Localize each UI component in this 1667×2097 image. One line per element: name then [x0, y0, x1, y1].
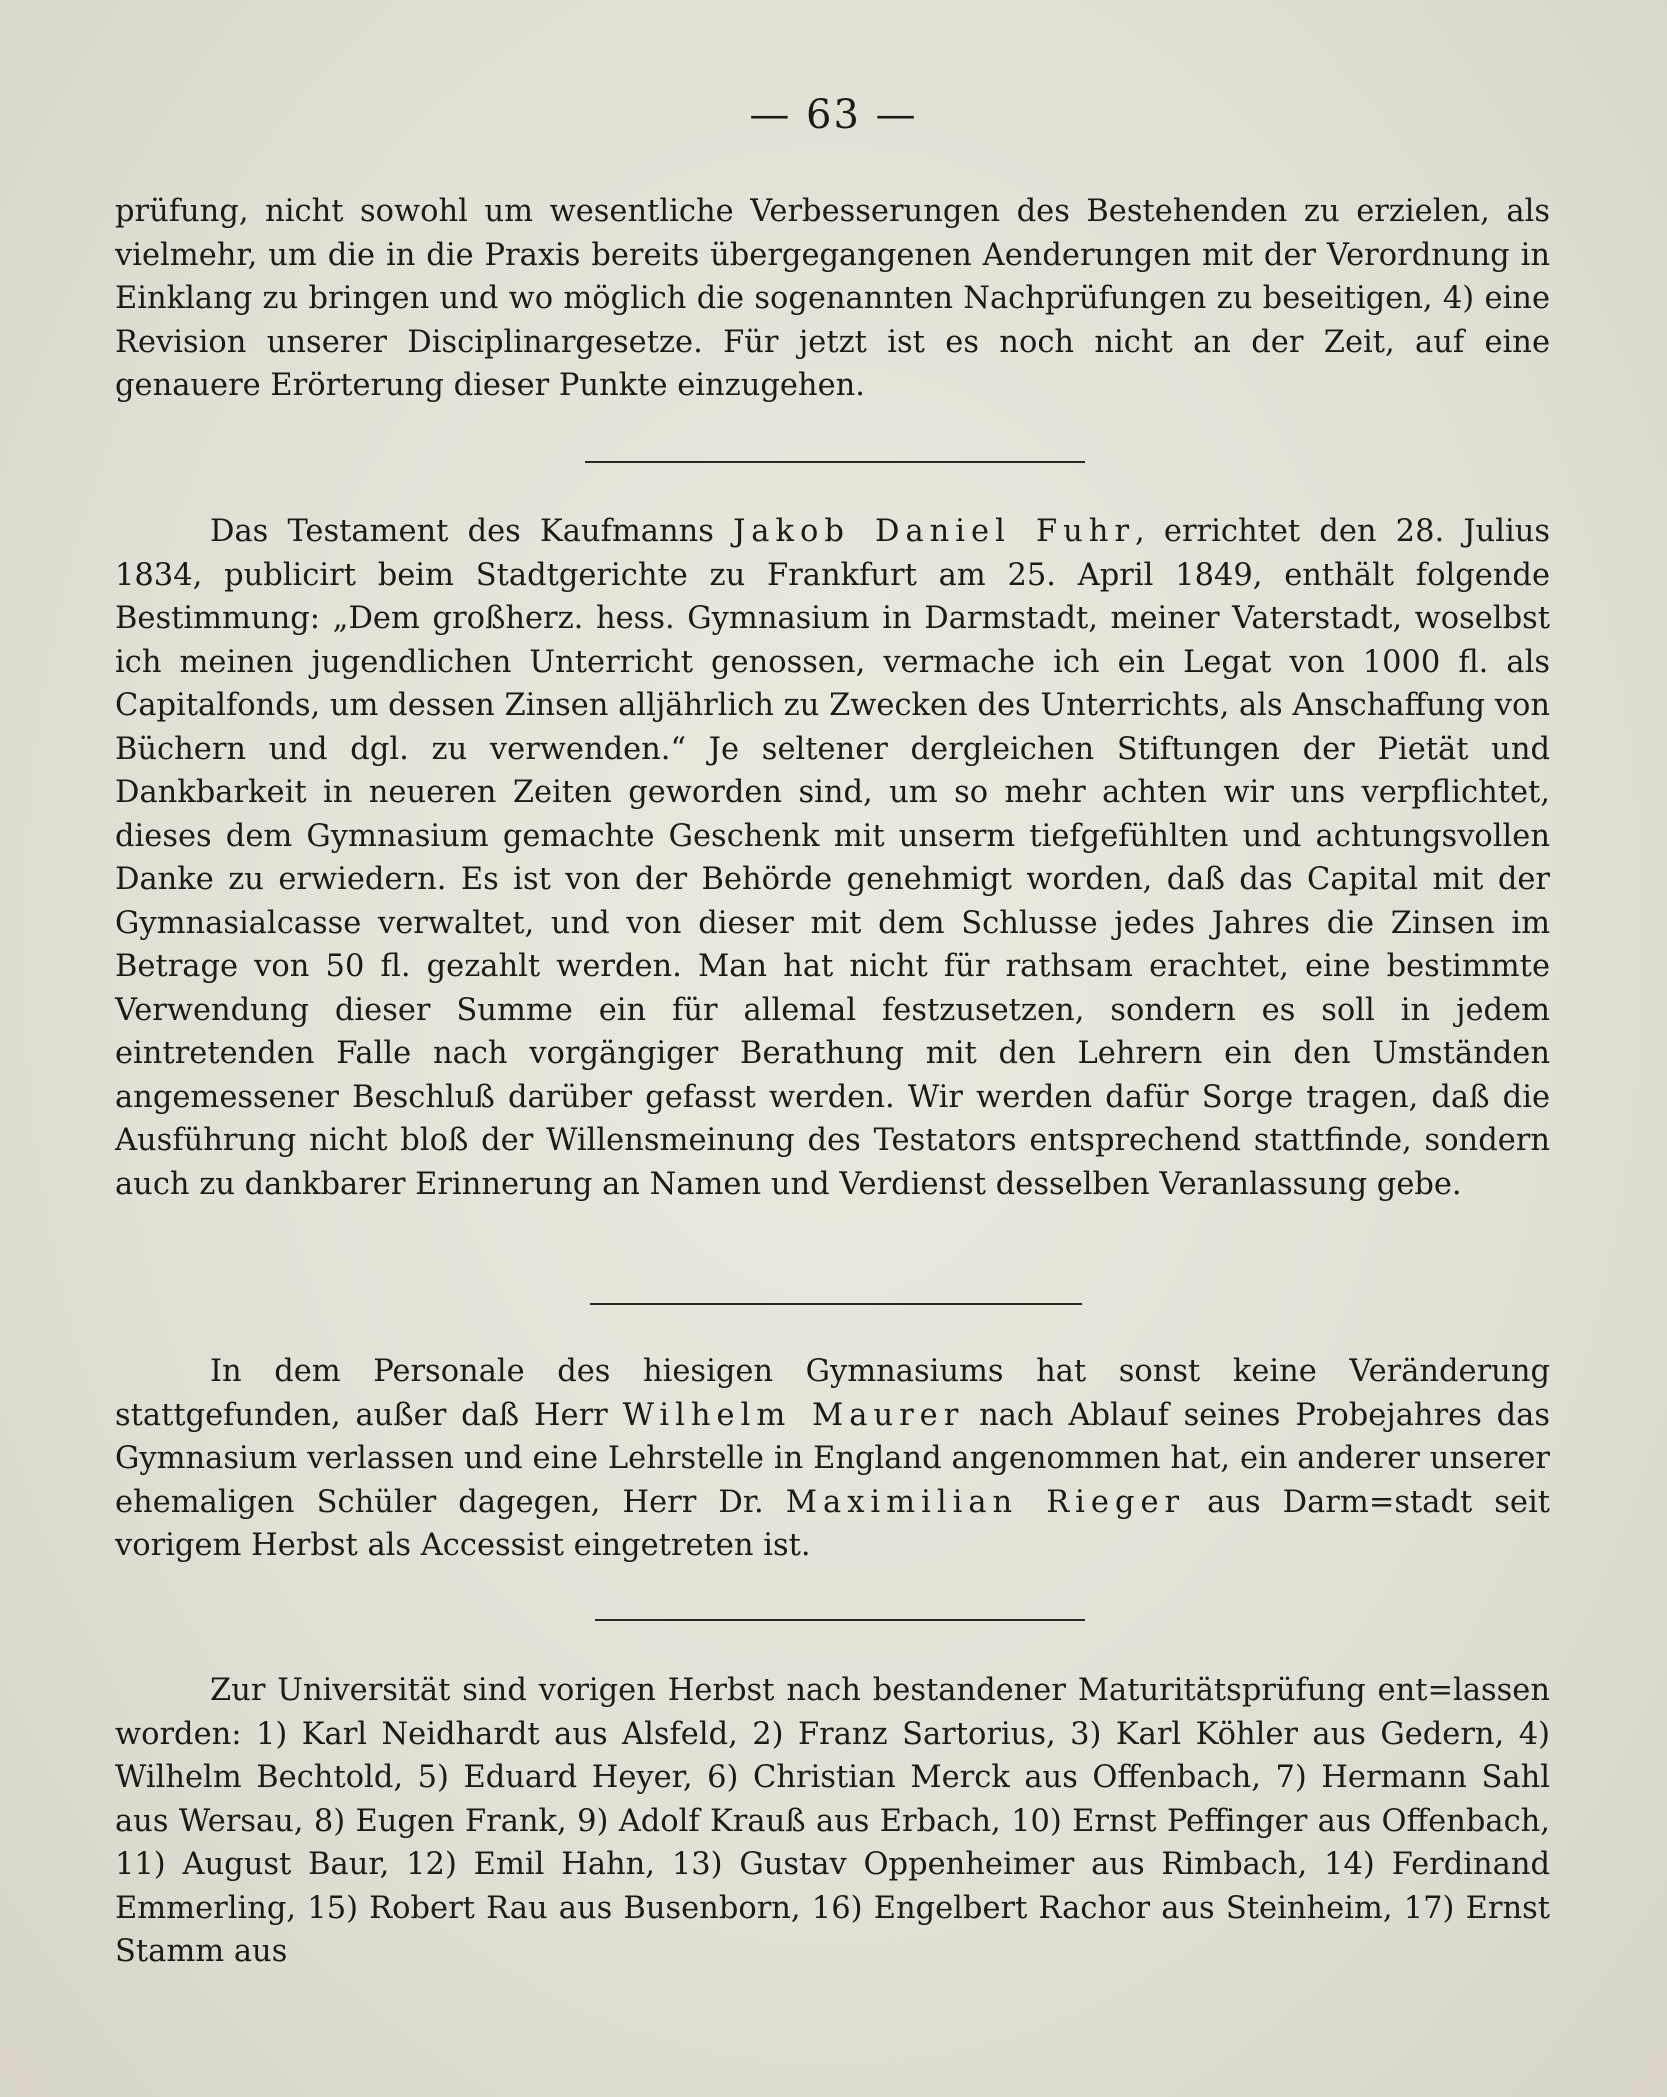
- section-divider: [595, 1619, 1085, 1621]
- paragraph-text: Das Testament des Kaufmanns: [210, 514, 734, 549]
- paragraph-text: In dem Personale des hiesigen Gymnasiums hat sonst keine Veränderung stattgefunden, außer daß Herr: [115, 1354, 1550, 1433]
- spaced-name: Wilhelm Maurer: [622, 1397, 965, 1433]
- spaced-name: Maximilian Rieger: [785, 1484, 1186, 1520]
- paragraph-text: prüfung, nicht sowohl um wesentliche Verbesserungen des Bestehenden zu erzielen, als vielmehr, um die in die Praxis bereits übergegangenen Aenderungen mit der Verordnung in Einklang zu bringen und wo möglich die sogenannten Nachprüfungen zu beseitigen, 4) eine Revision unserer Disciplinargesetze. Für jetzt ist es noch nicht an der Zeit, auf eine genauere Erörterung dieser Punkte einzugehen.: [115, 194, 1550, 403]
- paragraph-exam-revision: [115, 190, 1550, 408]
- paragraph-testament: [115, 510, 1550, 1206]
- page-number: — 63 —: [749, 92, 918, 138]
- section-divider: [590, 1303, 1082, 1305]
- spaced-name: Jakob Daniel Fuhr: [733, 514, 1136, 549]
- paragraph-text: nach Ablauf seines Probejahres das Gymnasium verlassen und eine Lehrstelle in England angenommen hat, ein anderer unserer ehemaligen Schüler dagegen, Herr Dr.: [115, 1397, 1551, 1520]
- paragraph-text: , errichtet den 28. Julius 1834, publicirt beim Stadtgerichte zu Frankfurt am 25. April 1849, enthält folgende Bestimmung: „Dem großherz. hess. Gymnasium in Darmstadt, meiner Vaterstadt, woselbst ich meinen jugendlichen Unterricht genossen, vermache ich ein Legat von 1000 fl. als Capitalfonds, um dessen Zinsen alljährlich zu Zwecken des Unterrichts, als Anschaffung von Büchern und dgl. zu verwenden.“ Je seltener dergleichen Stiftungen der Pietät und Dankbarkeit in neueren Zeiten geworden sind, um so mehr achten wir uns verpflichtet, dieses dem Gymnasium gemachte Geschenk mit unserm tiefgefühlten und achtungsvollen Danke zu erwiedern. Es ist von der Behörde genehmigt worden, daß das Capital mit der Gymnasialcasse verwaltet, und von dieser mit dem Schlusse jedes Jahres die Zinsen im Betrage von 50 fl. gezahlt werden. Man hat nicht für rathsam erachtet, eine bestimmte Verwendung dieser Summe ein für allemal festzusetzen, sondern es soll in jedem eintretenden Falle nach vorgängiger Berathung mit den Lehrern ein den Umständen angemessener Beschluß darüber gefasst werden. Wir werden dafür Sorge tragen, daß die Ausführung nicht bloß der Willensmeinung des Testators entsprechend stattfinde, sondern auch zu dankbarer Erinnerung an Namen und Verdienst desselben Veranlassung gebe.: [115, 514, 1551, 1202]
- paragraph-text: aus Darm=stadt seit vorigem Herbst als Accessist eingetreten ist.: [115, 1484, 1550, 1563]
- paragraph-personnel: [115, 1350, 1550, 1568]
- paragraph-graduates: [115, 1669, 1550, 1974]
- paragraph-text: Zur Universität sind vorigen Herbst nach bestandener Maturitätsprüfung ent=lassen worden: 1) Karl Neidhardt aus Alsfeld, 2) Franz Sartorius, 3) Karl Köhler aus Gedern, 4) Wilhelm Bechtold, 5) Eduard Heyer, 6) Christian Merck aus Offenbach, 7) Hermann Sahl aus Wersau, 8) Eugen Frank, 9) Adolf Krauß aus Erbach, 10) Ernst Peffinger aus Offenbach, 11) August Baur, 12) Emil Hahn, 13) Gustav Oppenheimer aus Rimbach, 14) Ferdinand Emmerling, 15) Robert Rau aus Busenborn, 16) Engelbert Rachor aus Steinheim, 17) Ernst Stamm aus: [115, 1673, 1550, 1969]
- section-divider: [585, 461, 1085, 463]
